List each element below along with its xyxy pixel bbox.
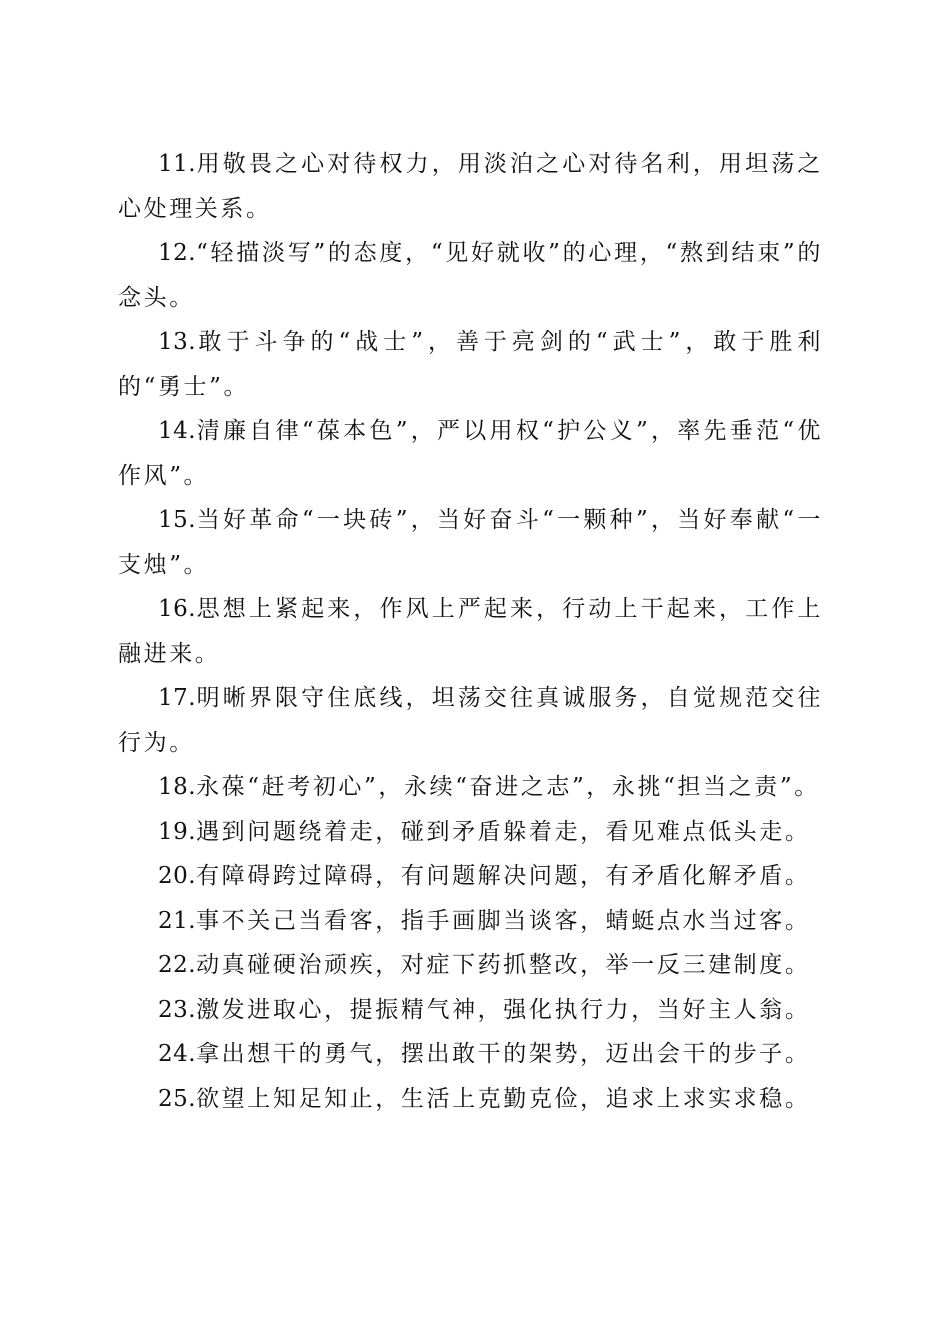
- item-text: 用敬畏之心对待权力，用淡泊之心对待名利，用坦荡之心处理关系。: [118, 151, 823, 222]
- list-item: [118, 231, 823, 320]
- item-text: 思想上紧起来，作风上严起来，行动上干起来，工作上融进来。: [118, 596, 823, 667]
- item-number: 18.: [158, 774, 197, 800]
- item-number: 12.: [158, 240, 197, 266]
- list-item: [118, 676, 823, 765]
- item-text: 动真碰硬治顽疾，对症下药抓整改，举一反三建制度。: [196, 952, 811, 978]
- list-item: [118, 498, 823, 587]
- list-item: [118, 988, 823, 1033]
- item-text: 有障碍跨过障碍，有问题解决问题，有矛盾化解矛盾。: [196, 863, 811, 889]
- item-number: 11.: [158, 151, 197, 177]
- item-text: “轻描淡写”的态度，“见好就收”的心理，“熬到结束”的念头。: [118, 240, 823, 311]
- item-number: 23.: [158, 996, 197, 1023]
- list-item: [118, 587, 823, 676]
- item-number: 14.: [158, 418, 197, 444]
- list-item: [118, 409, 823, 498]
- list-item: [118, 320, 823, 409]
- item-number: 19.: [158, 818, 197, 845]
- document-body: [118, 142, 823, 1121]
- list-item: [118, 1077, 823, 1122]
- item-number: 25.: [158, 1085, 197, 1112]
- item-text: 欲望上知足知止，生活上克勤克俭，追求上求实求稳。: [196, 1085, 811, 1112]
- item-text: 事不关己当看客，指手画脚当谈客，蜻蜓点水当过客。: [196, 907, 811, 934]
- list-item: [118, 765, 823, 810]
- item-text: 拿出想干的勇气，摆出敢干的架势，迈出会干的步子。: [196, 1041, 811, 1067]
- list-item: [118, 142, 823, 231]
- item-number: 13.: [158, 329, 197, 355]
- item-number: 24.: [158, 1041, 197, 1067]
- item-text: 明晰界限守住底线，坦荡交往真诚服务，自觉规范交往行为。: [118, 685, 823, 756]
- item-text: 清廉自律“葆本色”，严以用权“护公义”，率先垂范“优作风”。: [118, 418, 823, 489]
- list-item: [118, 943, 823, 988]
- item-text: 当好革命“一块砖”，当好奋斗“一颗种”，当好奉献“一支烛”。: [118, 507, 823, 578]
- item-text: 遇到问题绕着走，碰到矛盾躲着走，看见难点低头走。: [196, 818, 811, 845]
- item-number: 16.: [158, 596, 197, 622]
- item-number: 17.: [158, 685, 197, 711]
- item-number: 21.: [158, 907, 197, 934]
- list-item: [118, 899, 823, 944]
- list-item: [118, 854, 823, 899]
- item-number: 15.: [158, 507, 197, 533]
- item-text: 敢于斗争的“战士”，善于亮剑的“武士”，敢于胜利的“勇士”。: [118, 329, 823, 400]
- list-item: [118, 1032, 823, 1077]
- list-item: [118, 810, 823, 855]
- item-number: 22.: [158, 952, 197, 978]
- item-text: 永葆“赶考初心”，永续“奋进之志”，永挑“担当之责”。: [196, 774, 820, 800]
- item-number: 20.: [158, 863, 197, 889]
- item-text: 激发进取心，提振精气神，强化执行力，当好主人翁。: [196, 996, 811, 1023]
